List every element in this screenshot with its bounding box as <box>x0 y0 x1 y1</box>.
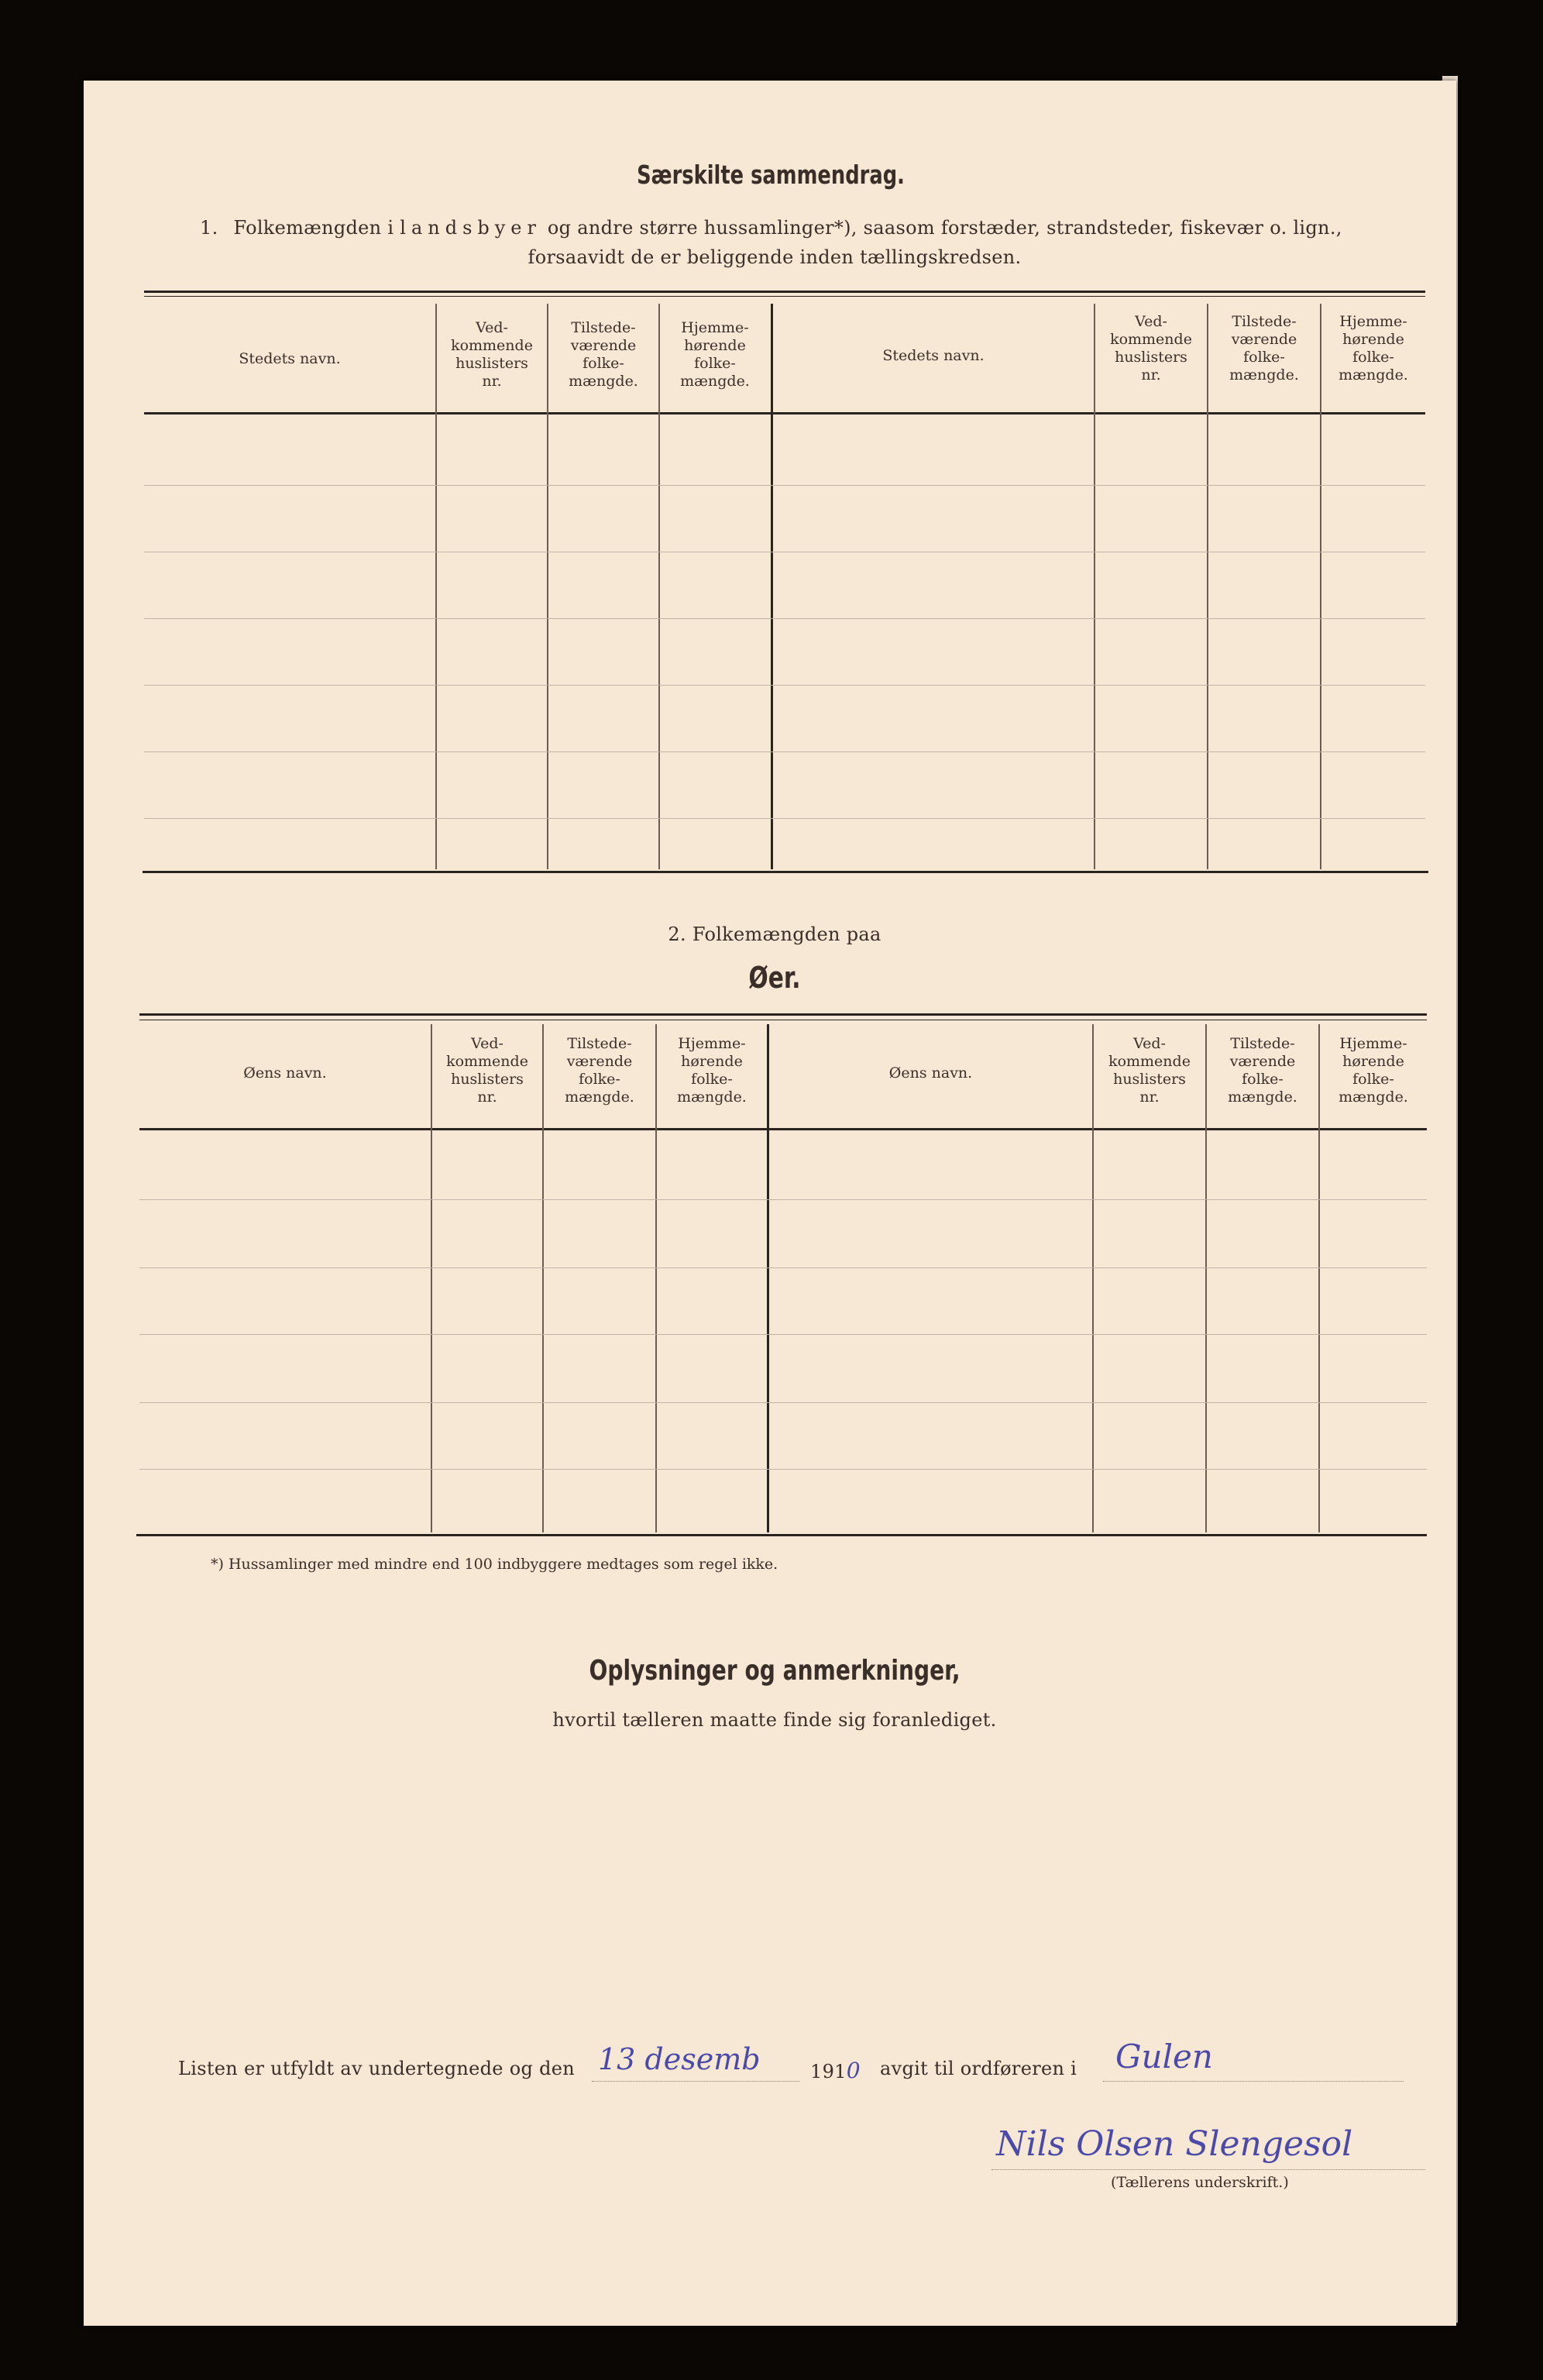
table2-header-island-right: Øens navn. <box>888 1064 973 1082</box>
year-handwritten: 0 <box>846 2058 861 2083</box>
table1-top-rule-thin <box>144 296 1425 297</box>
table2-header-present-right: Tilstede- værende folke- mængde. <box>1228 1035 1297 1106</box>
signer-handwritten: Nils Olsen Slengesol <box>996 2124 1353 2164</box>
table1-col-divider <box>1207 304 1208 869</box>
table2-row-line <box>139 1334 1427 1335</box>
table2-top-rule <box>139 1013 1427 1016</box>
table2-header-rule <box>139 1128 1427 1130</box>
table2-row-line <box>139 1469 1427 1470</box>
table1-header-place-left: Stedets navn. <box>239 350 341 367</box>
section1-line2: forsaavidt de er beliggende inden tællingskredsen. <box>528 246 1022 268</box>
table1-header-list-no-left: Ved- kommende huslisters nr. <box>451 319 533 390</box>
table1-bottom-rule <box>143 871 1428 873</box>
signer-dotted-line <box>991 2169 1425 2170</box>
table2-header-present-left: Tilstede- værende folke- mængde. <box>565 1035 634 1106</box>
table2-bottom-rule <box>136 1534 1427 1536</box>
section2-line1: 2. Folkemængden paa <box>668 923 881 945</box>
remarks-subtitle: hvortil tælleren maatte finde sig foranlediget. <box>552 1709 997 1731</box>
signature-text-a: Listen er utfyldt av undertegnede og den <box>178 2058 576 2079</box>
section1-text-b: og andre større hussamlinger*), saasom forstæder, strandsteder, fiskevær o. lign., <box>547 217 1342 239</box>
table2-header-resident-right: Hjemme- hørende folke- mængde. <box>1339 1035 1408 1106</box>
table1-top-rule <box>144 291 1425 293</box>
date-dotted-line <box>592 2081 799 2082</box>
municipality-handwritten: Gulen <box>1115 2038 1213 2076</box>
section2-title: Øer. <box>748 961 801 995</box>
table2-center-divider <box>767 1024 769 1532</box>
year-printed-prefix: 191 <box>810 2061 847 2082</box>
table1-col-divider <box>1094 304 1095 869</box>
table2-header-resident-left: Hjemme- hørende folke- mængde. <box>677 1035 747 1106</box>
table1-header-place-right: Stedets navn. <box>882 347 985 364</box>
year-printed <box>810 2058 861 2083</box>
census-form-page <box>84 81 1456 2326</box>
table2-row-line <box>139 1199 1427 1200</box>
table1-header-present-right: Tilstede- værende folke- mængde. <box>1229 313 1299 383</box>
signer-caption: (Tællerens underskrift.) <box>1111 2174 1289 2191</box>
table2-header-list-no-left: Ved- kommende huslisters nr. <box>446 1035 528 1106</box>
table1-header-resident-left: Hjemme- hørende folke- mængde. <box>680 319 750 390</box>
table1-header-list-no-right: Ved- kommende huslisters nr. <box>1110 313 1192 383</box>
remarks-title: Oplysninger og anmerkninger, <box>589 1655 961 1687</box>
table1-row-line <box>144 751 1425 752</box>
section1-text-a: Folkemængden i <box>233 217 394 239</box>
section1-line1 <box>200 217 1342 239</box>
table2-header-island-left: Øens navn. <box>243 1064 327 1082</box>
page-heading: Særskilte sammendrag. <box>637 160 905 190</box>
table1-row-line <box>144 618 1425 619</box>
table1-row-line <box>144 485 1425 486</box>
date-handwritten: 13 desemb <box>598 2042 761 2076</box>
table1-col-divider <box>1320 304 1321 869</box>
table2-row-line <box>139 1402 1427 1403</box>
table1-row-line <box>144 685 1425 686</box>
table1-center-divider <box>771 304 773 869</box>
table2-row-line <box>139 1267 1427 1268</box>
signature-text-b: avgit til ordføreren i <box>880 2058 1077 2079</box>
table1-header-rule <box>144 412 1425 414</box>
section1-number: 1. <box>200 217 218 239</box>
table2-header-list-no-right: Ved- kommende huslisters nr. <box>1108 1035 1191 1106</box>
table1-header-resident-right: Hjemme- hørende folke- mængde. <box>1339 313 1408 383</box>
table1-row-line <box>144 818 1425 819</box>
section1-spaced-word: landsbyer <box>400 217 541 239</box>
table1-header-present-left: Tilstede- værende folke- mængde. <box>569 319 638 390</box>
footnote: *) Hussamlinger med mindre end 100 indbyggere medtages som regel ikke. <box>211 1556 778 1573</box>
municipality-dotted-line <box>1103 2081 1404 2082</box>
